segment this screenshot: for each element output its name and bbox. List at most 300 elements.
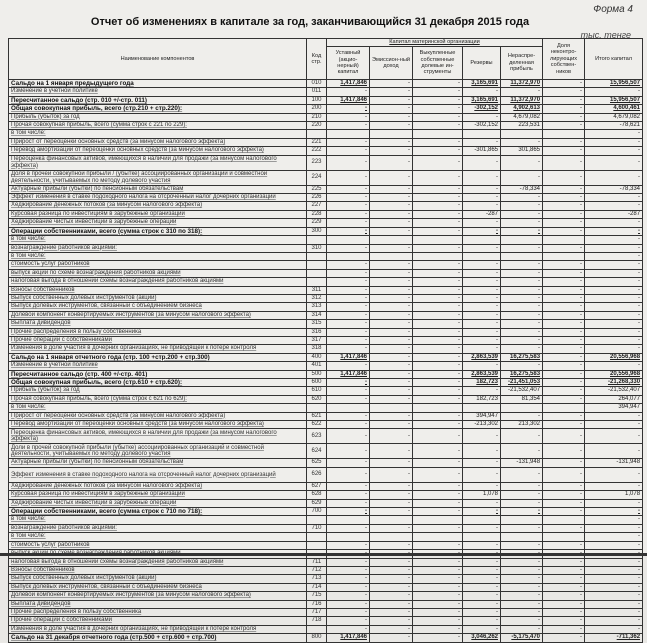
table-row [9,541,643,549]
cell-value: - [501,88,543,96]
cell-value: -287 [585,210,643,218]
cell-value: - [501,219,543,227]
cell-value: -711,362 [585,634,643,642]
cell-value: - [543,194,585,202]
table-row [9,320,643,328]
row-label: Изменения в доле участия в дочерних организациях, не приводящей к потере контроля [9,345,307,353]
cell-value: -21,532,407 [585,387,643,395]
cell-value: - [370,244,413,252]
cell-value: - [501,311,543,319]
cell-value: - [370,412,413,420]
cell-value: - [370,617,413,625]
cell-value: - [585,421,643,429]
cell-value: - [370,96,413,104]
row-label: Взносы собственников [9,566,307,574]
cell-value: - [543,147,585,155]
cell-value: - [463,625,501,633]
cell-value: 301,865 [501,147,543,155]
row-label: Прочие операции с собственниками [9,617,307,625]
cell-value: - [501,278,543,286]
cell-value: - [370,608,413,616]
cell-value: 20,556,968 [585,370,643,378]
cell-value: - [463,88,501,96]
cell-value: 20,556,968 [585,353,643,361]
cell-value: 182,723 [463,379,501,387]
cell-value: - [370,387,413,395]
cell-value: - [585,147,643,155]
cell-value: - [585,286,643,294]
table-row [9,583,643,591]
cell-value: - [413,96,463,104]
table-row [9,516,643,524]
cell-value [413,236,463,244]
cell-value: - [501,227,543,235]
cell-value: 81,354 [501,395,543,403]
cell-value: - [543,379,585,387]
cell-value: - [585,311,643,319]
table-row [9,395,643,403]
cell-value: - [463,459,501,467]
cell-value: - [413,328,463,336]
cell-value: 1,417,846 [327,353,370,361]
cell-value: - [413,244,463,252]
table-row [9,459,643,467]
row-label: Изменения в доле участия в дочерних организациях, не приводящей к потере контроля [9,625,307,633]
table-row [9,278,643,286]
cell-value: 4,902,613 [501,105,543,113]
row-label: Актуарные прибыли (убытки) по пенсионным обязательствам [9,185,307,193]
cell-value: - [327,194,370,202]
report-title: Отчет об изменениях в капитале за год, заканчивающийся 31 декабря 2015 года [90,16,530,28]
table-row [9,185,643,193]
cell-value: - [327,311,370,319]
cell-value: - [585,575,643,583]
cell-value: - [543,155,585,170]
cell-value: - [501,625,543,633]
table-row [9,499,643,507]
cell-value: - [327,558,370,566]
cell-value: - [327,105,370,113]
cell-value: - [413,219,463,227]
cell-value: - [543,362,585,370]
row-code: 312 [307,294,327,302]
cell-value: - [327,566,370,574]
cell-value: - [585,600,643,608]
cell-value: - [543,105,585,113]
cell-value: - [370,170,413,185]
cell-value: - [413,634,463,642]
col-header-retained-earnings: Нераспре-деленная прибыль [501,47,543,80]
cell-value: - [413,138,463,146]
table-row [9,387,643,395]
row-label: вознаграждение работников акциями: [9,524,307,532]
cell-value: - [327,219,370,227]
row-label: Выпуск долевых инструментов, связанный с объединением бизнеса [9,583,307,591]
cell-value: - [585,130,643,138]
cell-value: - [327,170,370,185]
cell-value: - [413,395,463,403]
cell-value: - [327,147,370,155]
cell-value: - [327,508,370,516]
cell-value: - [327,387,370,395]
table-row [9,592,643,600]
table-row [9,558,643,566]
cell-value: - [370,467,413,482]
row-label: Долевой компонент конвертируемых инструментов (за минусом налогового эффекта) [9,592,307,600]
cell-value: - [413,444,463,459]
table-row [9,533,643,541]
cell-value: - [413,608,463,616]
cell-value: - [413,210,463,218]
cell-value: - [413,345,463,353]
cell-value: - [370,311,413,319]
cell-value: - [327,227,370,235]
table-row [9,88,643,96]
table-row [9,269,643,277]
cell-value: - [327,608,370,616]
cell-value: - [413,320,463,328]
cell-value: 394,947 [585,404,643,412]
row-label: в том числе: [9,252,307,260]
cell-value: - [463,524,501,532]
cell-value: - [585,583,643,591]
cell-value [463,252,501,260]
cell-value: - [413,467,463,482]
cell-value: - [501,320,543,328]
cell-value: - [413,362,463,370]
row-code: 315 [307,320,327,328]
cell-value: - [370,592,413,600]
cell-value: - [413,541,463,549]
row-label: Выплата дивидендов [9,600,307,608]
cell-value: - [327,625,370,633]
cell-value: - [543,336,585,344]
table-row [9,138,643,146]
cell-value: - [543,541,585,549]
cell-value: - [543,634,585,642]
table-row [9,600,643,608]
cell-value: - [463,113,501,121]
row-label: Актуарные прибыли (убытки) по пенсионным обязательствам [9,459,307,467]
col-header-name: Наименование компонентов [9,39,307,80]
row-label: стоимость услуг работников [9,261,307,269]
row-label: в том числе: [9,236,307,244]
cell-value: - [327,444,370,459]
row-label: Операции собственниками, всего (сумма строк с 310 по 318): [9,227,307,235]
table-row [9,370,643,378]
cell-value: 11,372,970 [501,80,543,88]
cell-value [370,252,413,260]
cell-value: - [543,278,585,286]
cell-value: - [543,122,585,130]
cell-value: - [463,608,501,616]
cell-value: - [413,122,463,130]
cell-value: - [327,459,370,467]
cell-value: - [543,608,585,616]
cell-value: - [413,558,463,566]
cell-value: - [327,88,370,96]
cell-value: - [543,286,585,294]
row-code: 626 [307,467,327,482]
cell-value: - [370,122,413,130]
cell-value: - [543,412,585,420]
cell-value: - [585,524,643,532]
row-label: Прибыль (убыток) за год [9,387,307,395]
cell-value: - [543,227,585,235]
cell-value: 264,077 [585,395,643,403]
cell-value: - [370,429,413,444]
col-header-code: Код стр. [307,39,327,80]
row-code: 400 [307,353,327,361]
cell-value: - [327,412,370,420]
cell-value [501,130,543,138]
cell-value: - [585,617,643,625]
col-header-treasury-shares: Выкупленные собственные долевые ин-струменты [413,47,463,80]
cell-value: - [501,508,543,516]
table-row [9,252,643,260]
row-label: Долевой компонент конвертируемых инструментов (за минусом налогового эффекта) [9,311,307,319]
cell-value: - [370,353,413,361]
table-row [9,328,643,336]
table-row [9,113,643,121]
cell-value: - [585,482,643,490]
row-code: 714 [307,583,327,591]
cell-value: - [327,155,370,170]
cell-value: -78,334 [501,185,543,193]
row-code [307,404,327,412]
cell-value: - [413,566,463,574]
table-row [9,524,643,532]
cell-value: - [327,395,370,403]
row-code: 712 [307,566,327,574]
table-row [9,227,643,235]
cell-value: - [585,625,643,633]
cell-value [370,533,413,541]
row-code: 010 [307,80,327,88]
cell-value: 1,078 [585,491,643,499]
row-label: в том числе: [9,404,307,412]
row-code [307,236,327,244]
cell-value: - [327,617,370,625]
cell-value: - [327,600,370,608]
cell-value: - [413,387,463,395]
cell-value: - [370,482,413,490]
cell-value: - [370,541,413,549]
cell-value: - [327,362,370,370]
cell-value: - [543,387,585,395]
cell-value: - [501,202,543,210]
cell-value: - [543,524,585,532]
cell-value: - [463,429,501,444]
table-row [9,566,643,574]
cell-value: - [413,202,463,210]
cell-value [543,533,585,541]
cell-value: - [370,320,413,328]
cell-value: - [501,261,543,269]
cell-value: - [413,583,463,591]
cell-value [370,404,413,412]
cell-value: - [327,482,370,490]
table-row [9,608,643,616]
cell-value: - [370,80,413,88]
cell-value: - [543,395,585,403]
cell-value: - [585,320,643,328]
cell-value: - [501,617,543,625]
cell-value: - [327,185,370,193]
cell-value: - [543,558,585,566]
cell-value: - [463,345,501,353]
cell-value [543,516,585,524]
cell-value: - [501,345,543,353]
table-row [9,353,643,361]
cell-value: - [543,80,585,88]
cell-value: -287 [463,210,501,218]
cell-value: - [501,244,543,252]
cell-value: - [585,138,643,146]
table-row [9,210,643,218]
cell-value [327,236,370,244]
cell-value: - [543,370,585,378]
cell-value: - [585,541,643,549]
cell-value: - [543,444,585,459]
cell-value: - [501,566,543,574]
cell-value: -213,302 [463,421,501,429]
cell-value [413,130,463,138]
cell-value: - [585,336,643,344]
cell-value: - [413,353,463,361]
row-label: Хеджирование денежных потоков (за минусом налогового эффекта) [9,202,307,210]
row-code [307,625,327,633]
table-row [9,625,643,633]
cell-value: - [463,566,501,574]
table-row [9,147,643,155]
cell-value: -21,268,330 [585,379,643,387]
cell-value: - [501,294,543,302]
row-code: 625 [307,459,327,467]
cell-value [327,516,370,524]
cell-value: - [501,592,543,600]
cell-value: - [463,444,501,459]
table-row [9,444,643,459]
row-code: 800 [307,634,327,642]
row-label: выпуск акций по схеме вознаграждения работников акциями [9,269,307,277]
cell-value: - [413,294,463,302]
cell-value [327,130,370,138]
cell-value: - [463,320,501,328]
cell-value: - [413,499,463,507]
cell-value: 2,863,539 [463,353,501,361]
cell-value: - [585,294,643,302]
col-header-reserves: Резервы [463,47,501,80]
cell-value: - [370,444,413,459]
table-row [9,617,643,625]
row-label: Изменение в учетной политике [9,88,307,96]
row-code: 314 [307,311,327,319]
cell-value: - [501,210,543,218]
cell-value: - [543,467,585,482]
cell-value: - [370,278,413,286]
cell-value [463,516,501,524]
cell-value: - [585,194,643,202]
cell-value: - [501,336,543,344]
row-code: 223 [307,155,327,170]
form-number: Форма 4 [593,4,633,15]
row-label: Прочие распределения в пользу собственника [9,328,307,336]
cell-value: - [501,412,543,420]
cell-value: - [463,508,501,516]
cell-value: - [543,508,585,516]
cell-value: - [327,286,370,294]
cell-value: - [543,592,585,600]
row-code: 621 [307,412,327,420]
row-code: 224 [307,170,327,185]
cell-value: - [543,328,585,336]
cell-value: - [585,88,643,96]
cell-value: - [413,508,463,516]
row-code: 222 [307,147,327,155]
cell-value: - [585,566,643,574]
cell-value: - [543,625,585,633]
cell-value: - [413,278,463,286]
cell-value: - [543,303,585,311]
cell-value: - [501,155,543,170]
cell-value: - [543,345,585,353]
cell-value: - [543,311,585,319]
row-code: 221 [307,138,327,146]
row-label: Переоценка финансовых активов, имеющихся в наличии для продажи (за минусом налогового эффекта) [9,429,307,444]
row-label: Изменение в учетной политике [9,362,307,370]
table-row [9,575,643,583]
cell-value: - [413,147,463,155]
row-code: 226 [307,194,327,202]
cell-value: - [585,362,643,370]
cell-value: - [463,138,501,146]
cell-value: - [413,370,463,378]
cell-value: - [413,336,463,344]
cell-value: - [501,138,543,146]
cell-value: - [543,294,585,302]
cell-value: - [463,261,501,269]
cell-value: - [327,421,370,429]
cell-value: - [327,278,370,286]
cell-value: - [413,80,463,88]
row-label: Сальдо на 31 декабря отчетного года (стр.500 + стр.600 + стр.700) [9,634,307,642]
table-row [9,80,643,88]
cell-value: - [463,170,501,185]
cell-value: - [501,558,543,566]
row-code: 718 [307,617,327,625]
cell-value [501,533,543,541]
row-label: Прирост от переоценки основных средств (за минусом налогового эффекта) [9,412,307,420]
row-label: Прибыль (убыток) за год [9,113,307,121]
cell-value: - [370,147,413,155]
cell-value: - [585,252,643,260]
cell-value: - [327,379,370,387]
table-row [9,96,643,104]
cell-value: - [327,541,370,549]
table-row [9,404,643,412]
table-row [9,421,643,429]
cell-value: - [370,210,413,218]
cell-value: - [585,328,643,336]
row-label: Доли в прочей совокупной прибыли (убытке) ассоциированных организаций и совместной деятельности, учитываемых по методу долевого участия [9,444,307,459]
cell-value [463,236,501,244]
cell-value: - [501,429,543,444]
row-code: 717 [307,608,327,616]
row-code: 229 [307,219,327,227]
table-row [9,303,643,311]
row-label: Перевод амортизации от переоценки основных средств (за минусом налогового эффекта) [9,147,307,155]
